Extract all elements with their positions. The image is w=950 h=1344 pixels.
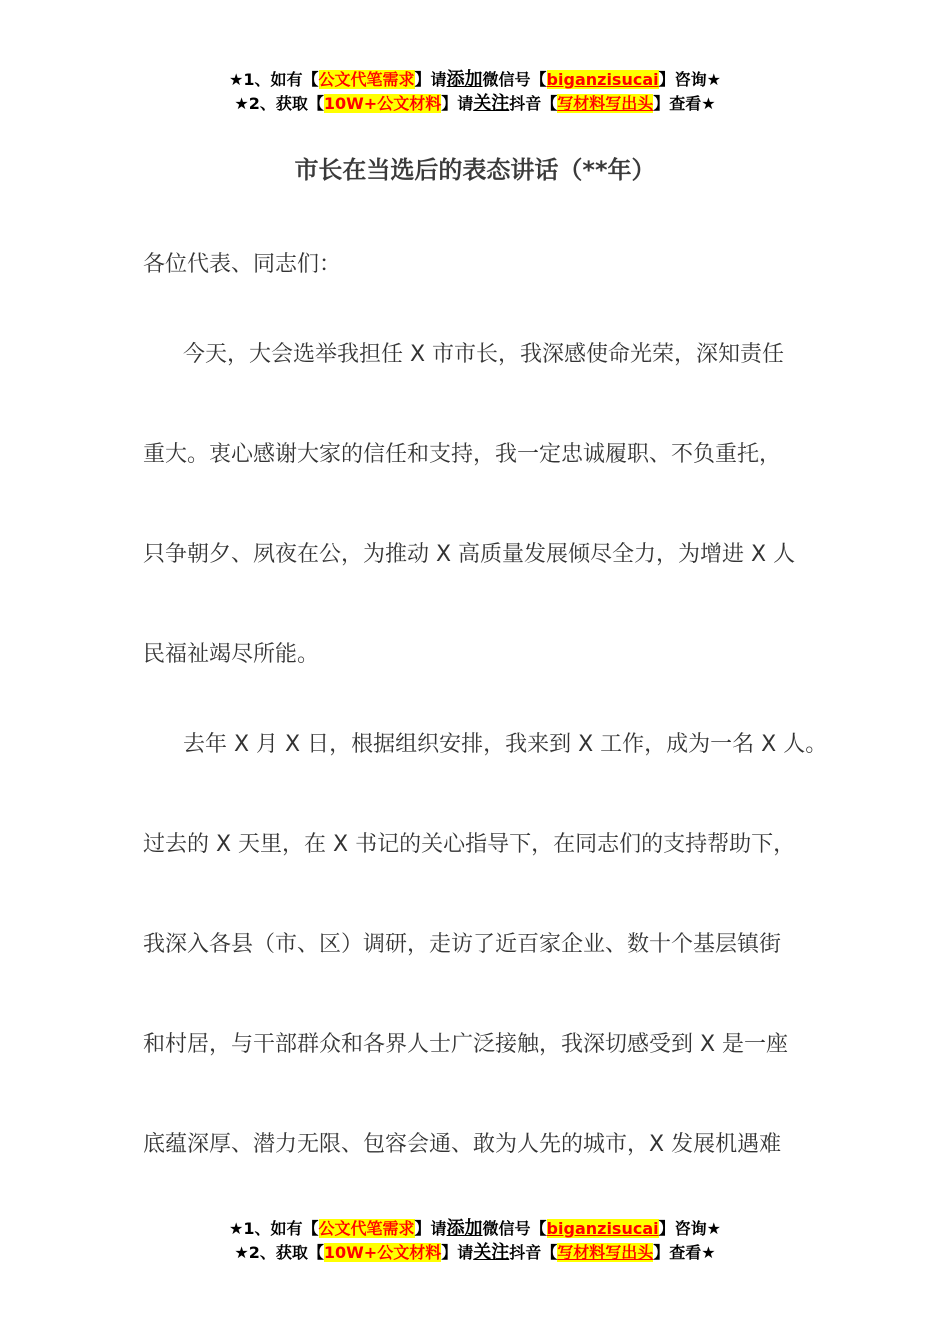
follow-emphasis: 关注	[473, 1242, 510, 1263]
paragraph-line: 和村居，与干部群众和各界人士广泛接触，我深切感受到 X 是一座	[143, 1032, 789, 1057]
paragraph-line: 重大。衷心感谢大家的信任和支持，我一定忠诚履职、不负重托，	[143, 442, 782, 467]
promo-footer	[0, 1217, 950, 1265]
add-emphasis: 添加	[446, 1218, 483, 1239]
paragraph-line: 我深入各县（市、区）调研，走访了近百家企业、数十个基层镇街	[143, 932, 782, 957]
promo-line-1	[0, 1217, 950, 1241]
paragraph-line: 只争朝夕、夙夜在公，为推动 X 高质量发展倾尽全力，为增进 X 人	[143, 542, 796, 567]
add-emphasis: 添加	[446, 69, 483, 90]
douyin-account-highlight: 写材料写出头	[557, 1243, 654, 1262]
paragraph-1	[143, 305, 843, 705]
promo-line-2	[0, 1241, 950, 1265]
promo-line-2-mid2: 抖音【	[509, 94, 558, 113]
promo-line-2	[0, 92, 950, 116]
paragraph-line: 民福祉竭尽所能。	[143, 642, 320, 667]
promo-line-1-lead: ★1、如有【	[229, 1219, 319, 1238]
promo-line-1	[0, 68, 950, 92]
document-title: 市长在当选后的表态讲话（**年）	[294, 156, 656, 184]
writing-service-highlight: 公文代笔需求	[318, 70, 415, 89]
paragraph-line: 去年 X 月 X 日，根据组织安排，我来到 X 工作，成为一名 X 人。	[183, 732, 828, 757]
promo-header	[0, 68, 950, 116]
promo-line-2-mid2: 抖音【	[509, 1243, 558, 1262]
writing-service-highlight: 公文代笔需求	[318, 1219, 415, 1238]
promo-line-2-lead: ★2、获取【	[234, 1243, 324, 1262]
paragraph-line: 底蕴深厚、潜力无限、包容会通、敢为人先的城市，X 发展机遇难	[143, 1132, 782, 1157]
promo-line-1-tail: 】咨询★	[658, 1219, 721, 1238]
promo-line-2-mid: 】请	[441, 1243, 474, 1262]
promo-line-2-lead: ★2、获取【	[234, 94, 324, 113]
materials-highlight: 10W+公文材料	[323, 1243, 442, 1262]
promo-line-1-lead: ★1、如有【	[229, 70, 319, 89]
wechat-id-highlight: biganzisucai	[546, 1219, 659, 1238]
materials-highlight: 10W+公文材料	[323, 94, 442, 113]
promo-line-2-tail: 】查看★	[653, 94, 716, 113]
salutation: 各位代表、同志们：	[143, 252, 342, 277]
wechat-id-highlight: biganzisucai	[546, 70, 659, 89]
paragraph-line: 今天，大会选举我担任 X 市市长，我深感使命光荣，深知责任	[183, 342, 785, 367]
promo-line-1-tail: 】咨询★	[658, 70, 721, 89]
promo-line-1-mid2: 微信号【	[482, 70, 547, 89]
douyin-account-highlight: 写材料写出头	[557, 94, 654, 113]
promo-line-1-mid: 】请	[414, 1219, 447, 1238]
follow-emphasis: 关注	[473, 93, 510, 114]
paragraph-2	[143, 695, 843, 1195]
promo-line-2-tail: 】查看★	[653, 1243, 716, 1262]
promo-line-1-mid: 】请	[414, 70, 447, 89]
promo-line-1-mid2: 微信号【	[482, 1219, 547, 1238]
paragraph-line: 过去的 X 天里，在 X 书记的关心指导下，在同志们的支持帮助下，	[143, 832, 796, 857]
promo-line-2-mid: 】请	[441, 94, 474, 113]
document-body	[143, 215, 843, 1195]
